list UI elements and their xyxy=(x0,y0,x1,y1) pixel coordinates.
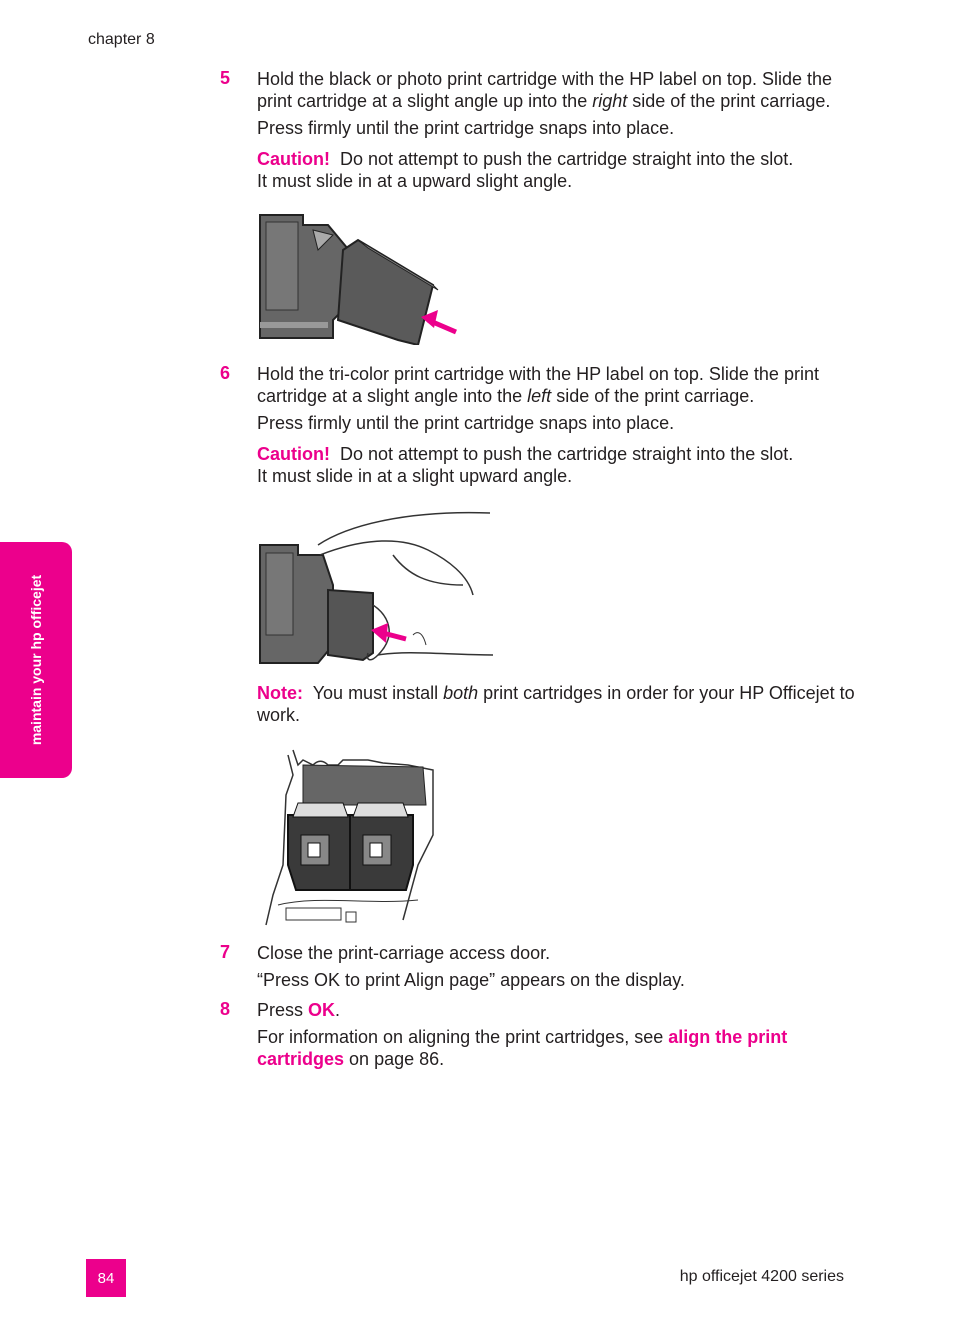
hand-insert-illustration xyxy=(258,505,498,670)
align-cartridges-link-cont[interactable]: cartridges xyxy=(257,1049,345,1069)
step-8-info: For information on aligning the print cartridges, see align the print cartridges on page 86. xyxy=(257,1027,788,1069)
step-8-number: 8 xyxy=(220,999,231,1019)
side-tab xyxy=(0,542,72,778)
align-cartridges-link[interactable]: align the print xyxy=(668,1027,788,1047)
step-6-line1: Hold the tri-color print cartridge with the HP label on top. Slide the print xyxy=(257,364,819,384)
step-5-number: 5 xyxy=(220,68,231,88)
step-7-display-message: “Press OK to print Align page” appears on the display. xyxy=(257,970,685,990)
installed-cartridges-illustration xyxy=(258,745,438,930)
note-emphasis: both xyxy=(443,683,479,703)
product-series: hp officejet 4200 series xyxy=(679,1268,844,1285)
step-5-side: right xyxy=(592,91,628,111)
side-tab-label: maintain your hp officejet xyxy=(28,574,44,746)
note-label: Note: xyxy=(257,683,303,703)
step-5-line1: Hold the black or photo print cartridge with the HP label on top. Slide the xyxy=(257,69,833,89)
step-5-instruction xyxy=(257,68,857,112)
step-8-text: Press OK. xyxy=(257,1000,341,1020)
step-6-number: 6 xyxy=(220,363,231,383)
caution-label: Caution! xyxy=(257,149,330,169)
ok-button-label: OK xyxy=(308,1000,336,1020)
chapter-label: chapter 8 xyxy=(88,31,155,48)
step-7-number: 7 xyxy=(220,942,231,962)
step-6-line2: cartridge at a slight angle into the left side of the print carriage. xyxy=(257,386,755,406)
step-6-instruction xyxy=(257,363,857,407)
note: Note: You must install both print cartridges in order for your HP Officejet to work. xyxy=(257,683,855,725)
step-6-side: left xyxy=(527,386,552,406)
step-5-press: Press firmly until the print cartridge snaps into place. xyxy=(257,118,675,138)
step-6-caution: Caution! Do not attempt to push the cartridge straight into the slot. It must slide in at a slight upward angle. xyxy=(257,444,794,486)
step-5-line2: print cartridge at a slight angle up into the right side of the print carriage. xyxy=(257,91,831,111)
page-number: 84 xyxy=(86,1259,126,1297)
cartridge-insert-illustration xyxy=(258,210,468,345)
caution-label: Caution! xyxy=(257,444,330,464)
step-7-text: Close the print-carriage access door. xyxy=(257,943,551,963)
step-6-press: Press firmly until the print cartridge snaps into place. xyxy=(257,413,675,433)
step-5-caution: Caution! Do not attempt to push the cartridge straight into the slot. It must slide in at a upward slight angle. xyxy=(257,149,794,191)
